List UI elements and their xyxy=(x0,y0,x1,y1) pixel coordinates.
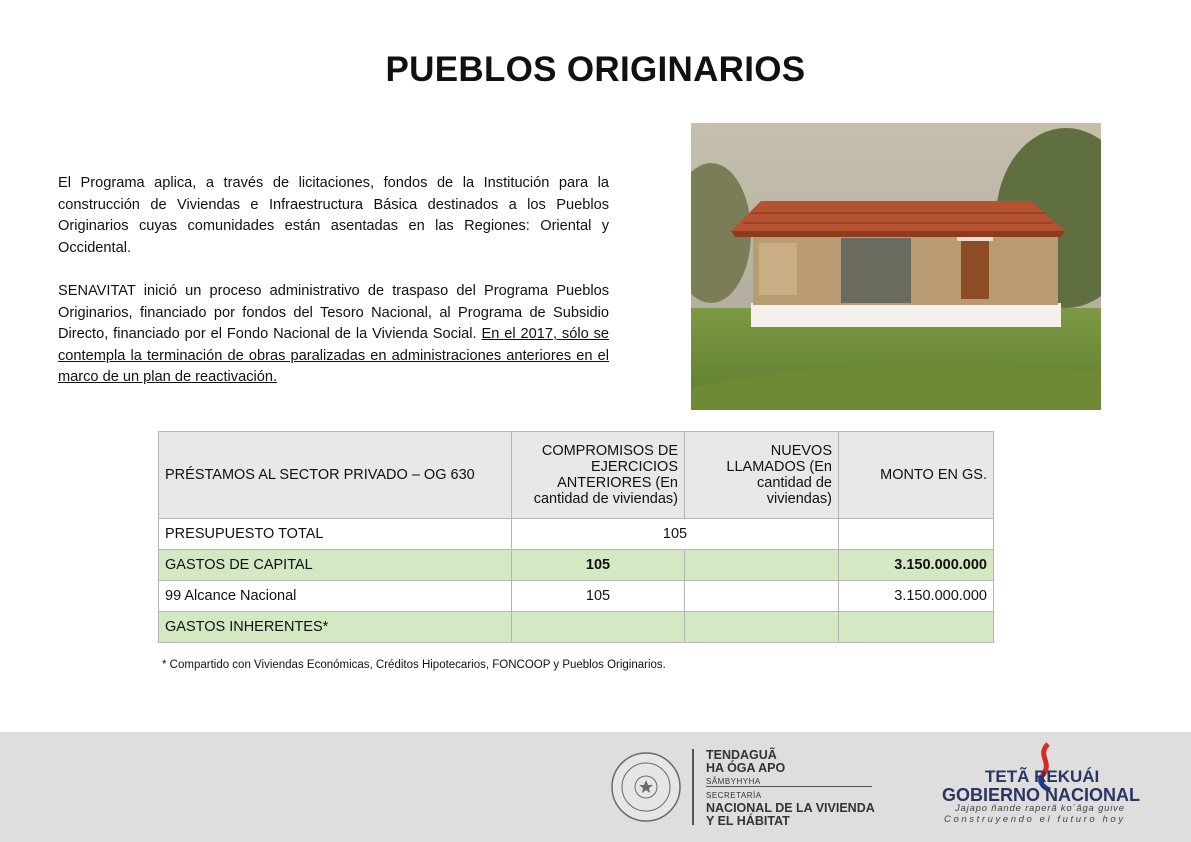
row-compromisos: 105 xyxy=(512,550,685,581)
reactivation-note: En el 2017, sólo se contempla la terminación de obras paralizadas en administraciones anteriores en el marco de un plan de reactivación. xyxy=(58,326,609,386)
merged-value: 105 xyxy=(512,519,839,550)
row-monto: 3.150.000.000 xyxy=(839,581,994,612)
row-label: 99 Alcance Nacional xyxy=(159,581,512,612)
institution-line: HA ÓGA APO xyxy=(706,761,786,775)
table-row xyxy=(159,581,994,612)
institution-line: SÃMBYHYHA xyxy=(706,777,761,786)
row-label: GASTOS INHERENTES* xyxy=(159,612,512,643)
row-label: PRESUPUESTO TOTAL xyxy=(159,519,512,550)
row-compromisos xyxy=(512,612,685,643)
gobierno-title: GOBIERNO NACIONAL xyxy=(942,785,1140,805)
footnote: * Compartido con Viviendas Económicas, Créditos Hipotecarios, FONCOOP y Pueblos Originarios. xyxy=(162,659,666,671)
program-description: El Programa aplica, a través de licitaciones, fondos de la Institución para la construcción de Viviendas e Infraestructura Básica destinados a los Pueblos Originarios cuyas comunidades están asentadas en las Regiones: Oriental y Occidental. xyxy=(58,175,609,256)
house-photo xyxy=(691,123,1101,410)
header-prestamos: PRÉSTAMOS AL SECTOR PRIVADO – OG 630 xyxy=(159,432,512,519)
national-seal-icon xyxy=(610,751,682,828)
table-row xyxy=(159,612,994,643)
header-monto: MONTO EN GS. xyxy=(839,432,994,519)
row-compromisos: 105 xyxy=(512,581,685,612)
institution-line: NACIONAL DE LA VIVIENDA xyxy=(706,801,875,815)
footer-divider xyxy=(692,749,694,825)
table-header-row xyxy=(159,432,994,519)
table-row xyxy=(159,550,994,581)
institution-name-spanish xyxy=(706,789,875,828)
institution-line: Y EL HÁBITAT xyxy=(706,814,790,828)
transfer-description xyxy=(58,281,609,389)
gobierno-title-guarani: TETÃ REKUÁI xyxy=(985,767,1100,786)
gobierno-slogan-guarani: Jajapo ñande raperã ko´ãga guive xyxy=(955,803,1125,814)
row-monto xyxy=(839,519,994,550)
row-nuevos xyxy=(685,612,839,643)
budget-table xyxy=(158,431,994,643)
row-monto: 3.150.000.000 xyxy=(839,550,994,581)
institution-line: SECRETARÍA xyxy=(706,791,762,800)
header-nuevos: NUEVOS LLAMADOS (En cantidad de viviendas) xyxy=(685,432,839,519)
institution-line: TENDAGUÃ xyxy=(706,748,777,762)
row-nuevos xyxy=(685,581,839,612)
row-nuevos xyxy=(685,550,839,581)
institution-name-guarani xyxy=(706,749,785,788)
row-monto xyxy=(839,612,994,643)
transfer-text: SENAVITAT inició un proceso administrativo de traspaso del Programa Pueblos Originarios, financiado por fondos del Tesoro Nacional, al Programa de Subsidio Directo, financiado por el Fondo Nacional de la Vivienda Social. xyxy=(58,283,609,343)
institution-separator xyxy=(706,786,872,787)
gobierno-slogan: Construyendo el futuro hoy xyxy=(944,814,1126,825)
header-compromisos: COMPROMISOS DE EJERCICIOS ANTERIORES (En cantidad de viviendas) xyxy=(512,432,685,519)
table-row xyxy=(159,519,994,550)
page-title: PUEBLOS ORIGINARIOS xyxy=(385,50,806,89)
row-label: GASTOS DE CAPITAL xyxy=(159,550,512,581)
